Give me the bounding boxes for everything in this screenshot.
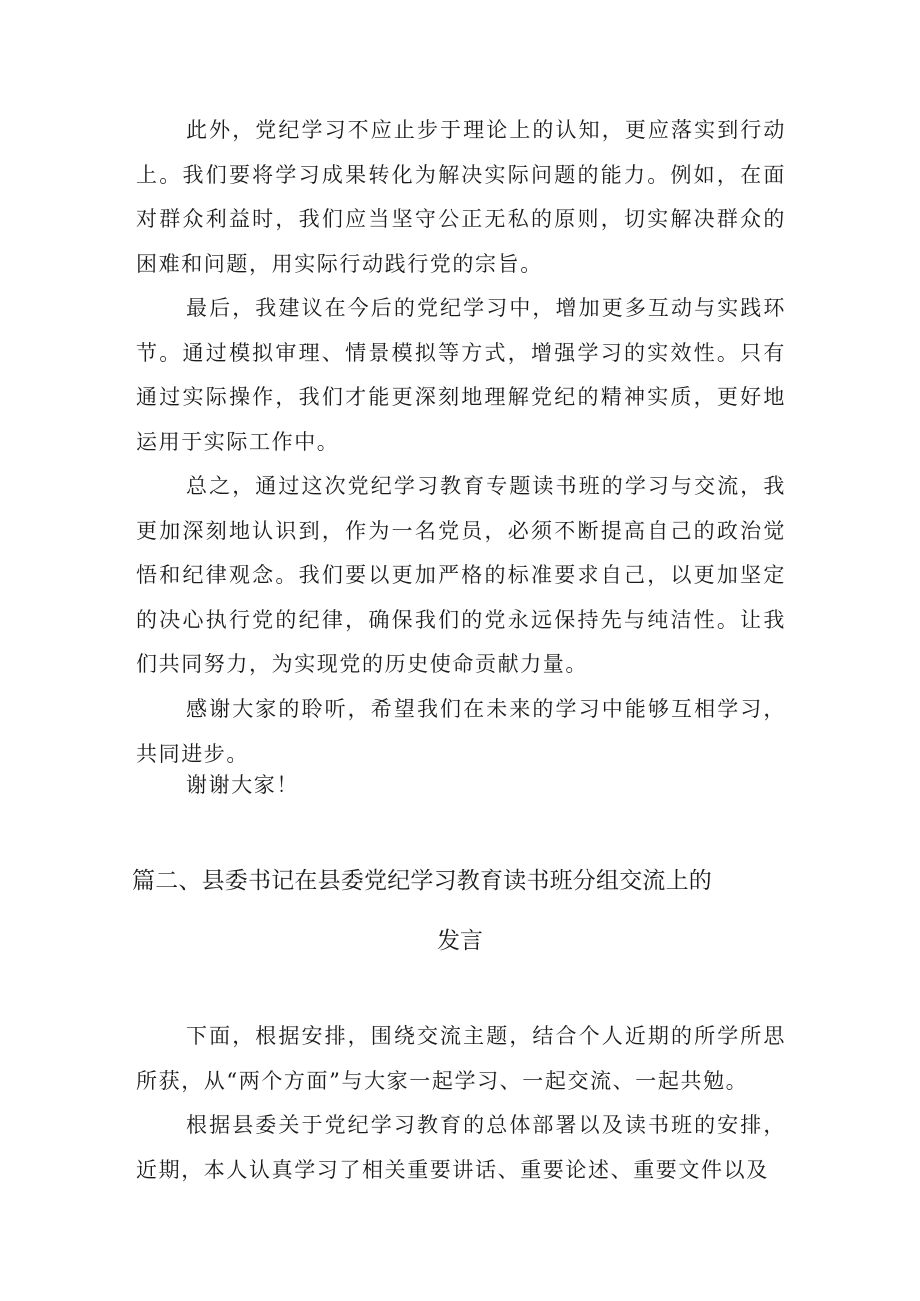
paragraph-suggestion: 最后，我建议在今后的党纪学习中，增加更多互动与实践环节。通过模拟审理、情景模拟等方式，增强学习的实效性。只有通过实际操作，我们才能更深刻地理解党纪的精神实质，更好地运用于实际工作中。 — [136, 296, 786, 454]
paragraph-action: 此外，党纪学习不应止步于理论上的认知，更应落实到行动上。我们要将学习成果转化为解决实际问题的能力。例如，在面对群众利益时，我们应当坚守公正无私的原则，切实解决群众的困难和问题，用实际行动践行党的宗旨。 — [136, 118, 786, 276]
paragraph-thank-you: 谢谢大家！ — [186, 773, 299, 797]
section-heading-line1: 篇二、县委书记在县委党纪学习教育读书班分组交流上的 — [132, 868, 712, 894]
paragraph-conclusion: 总之，通过这次党纪学习教育专题读书班的学习与交流，我更加深刻地认识到，作为一名党员，必须不断提高自己的政治觉悟和纪律观念。我们要以更加严格的标准要求自己，以更加坚定的决心执行党的纪律，确保我们的党永远保持先与纯洁性。让我们共同努力，为实现党的历史使命贡献力量。 — [136, 474, 786, 676]
paragraph-thanks-listening: 感谢大家的聆听，希望我们在未来的学习中能够互相学习，共同进步。 — [136, 697, 786, 766]
section-heading-line2: 发言 — [437, 928, 483, 954]
paragraph-intro: 下面，根据安排，围绕交流主题，结合个人近期的所学所思所获，从“两个方面”与大家一起学习、一起交流、一起共勉。 — [136, 1024, 786, 1093]
paragraph-study: 根据县委关于党纪学习教育的总体部署以及读书班的安排，近期，本人认真学习了相关重要讲话、重要论述、重要文件以及 — [136, 1113, 786, 1182]
